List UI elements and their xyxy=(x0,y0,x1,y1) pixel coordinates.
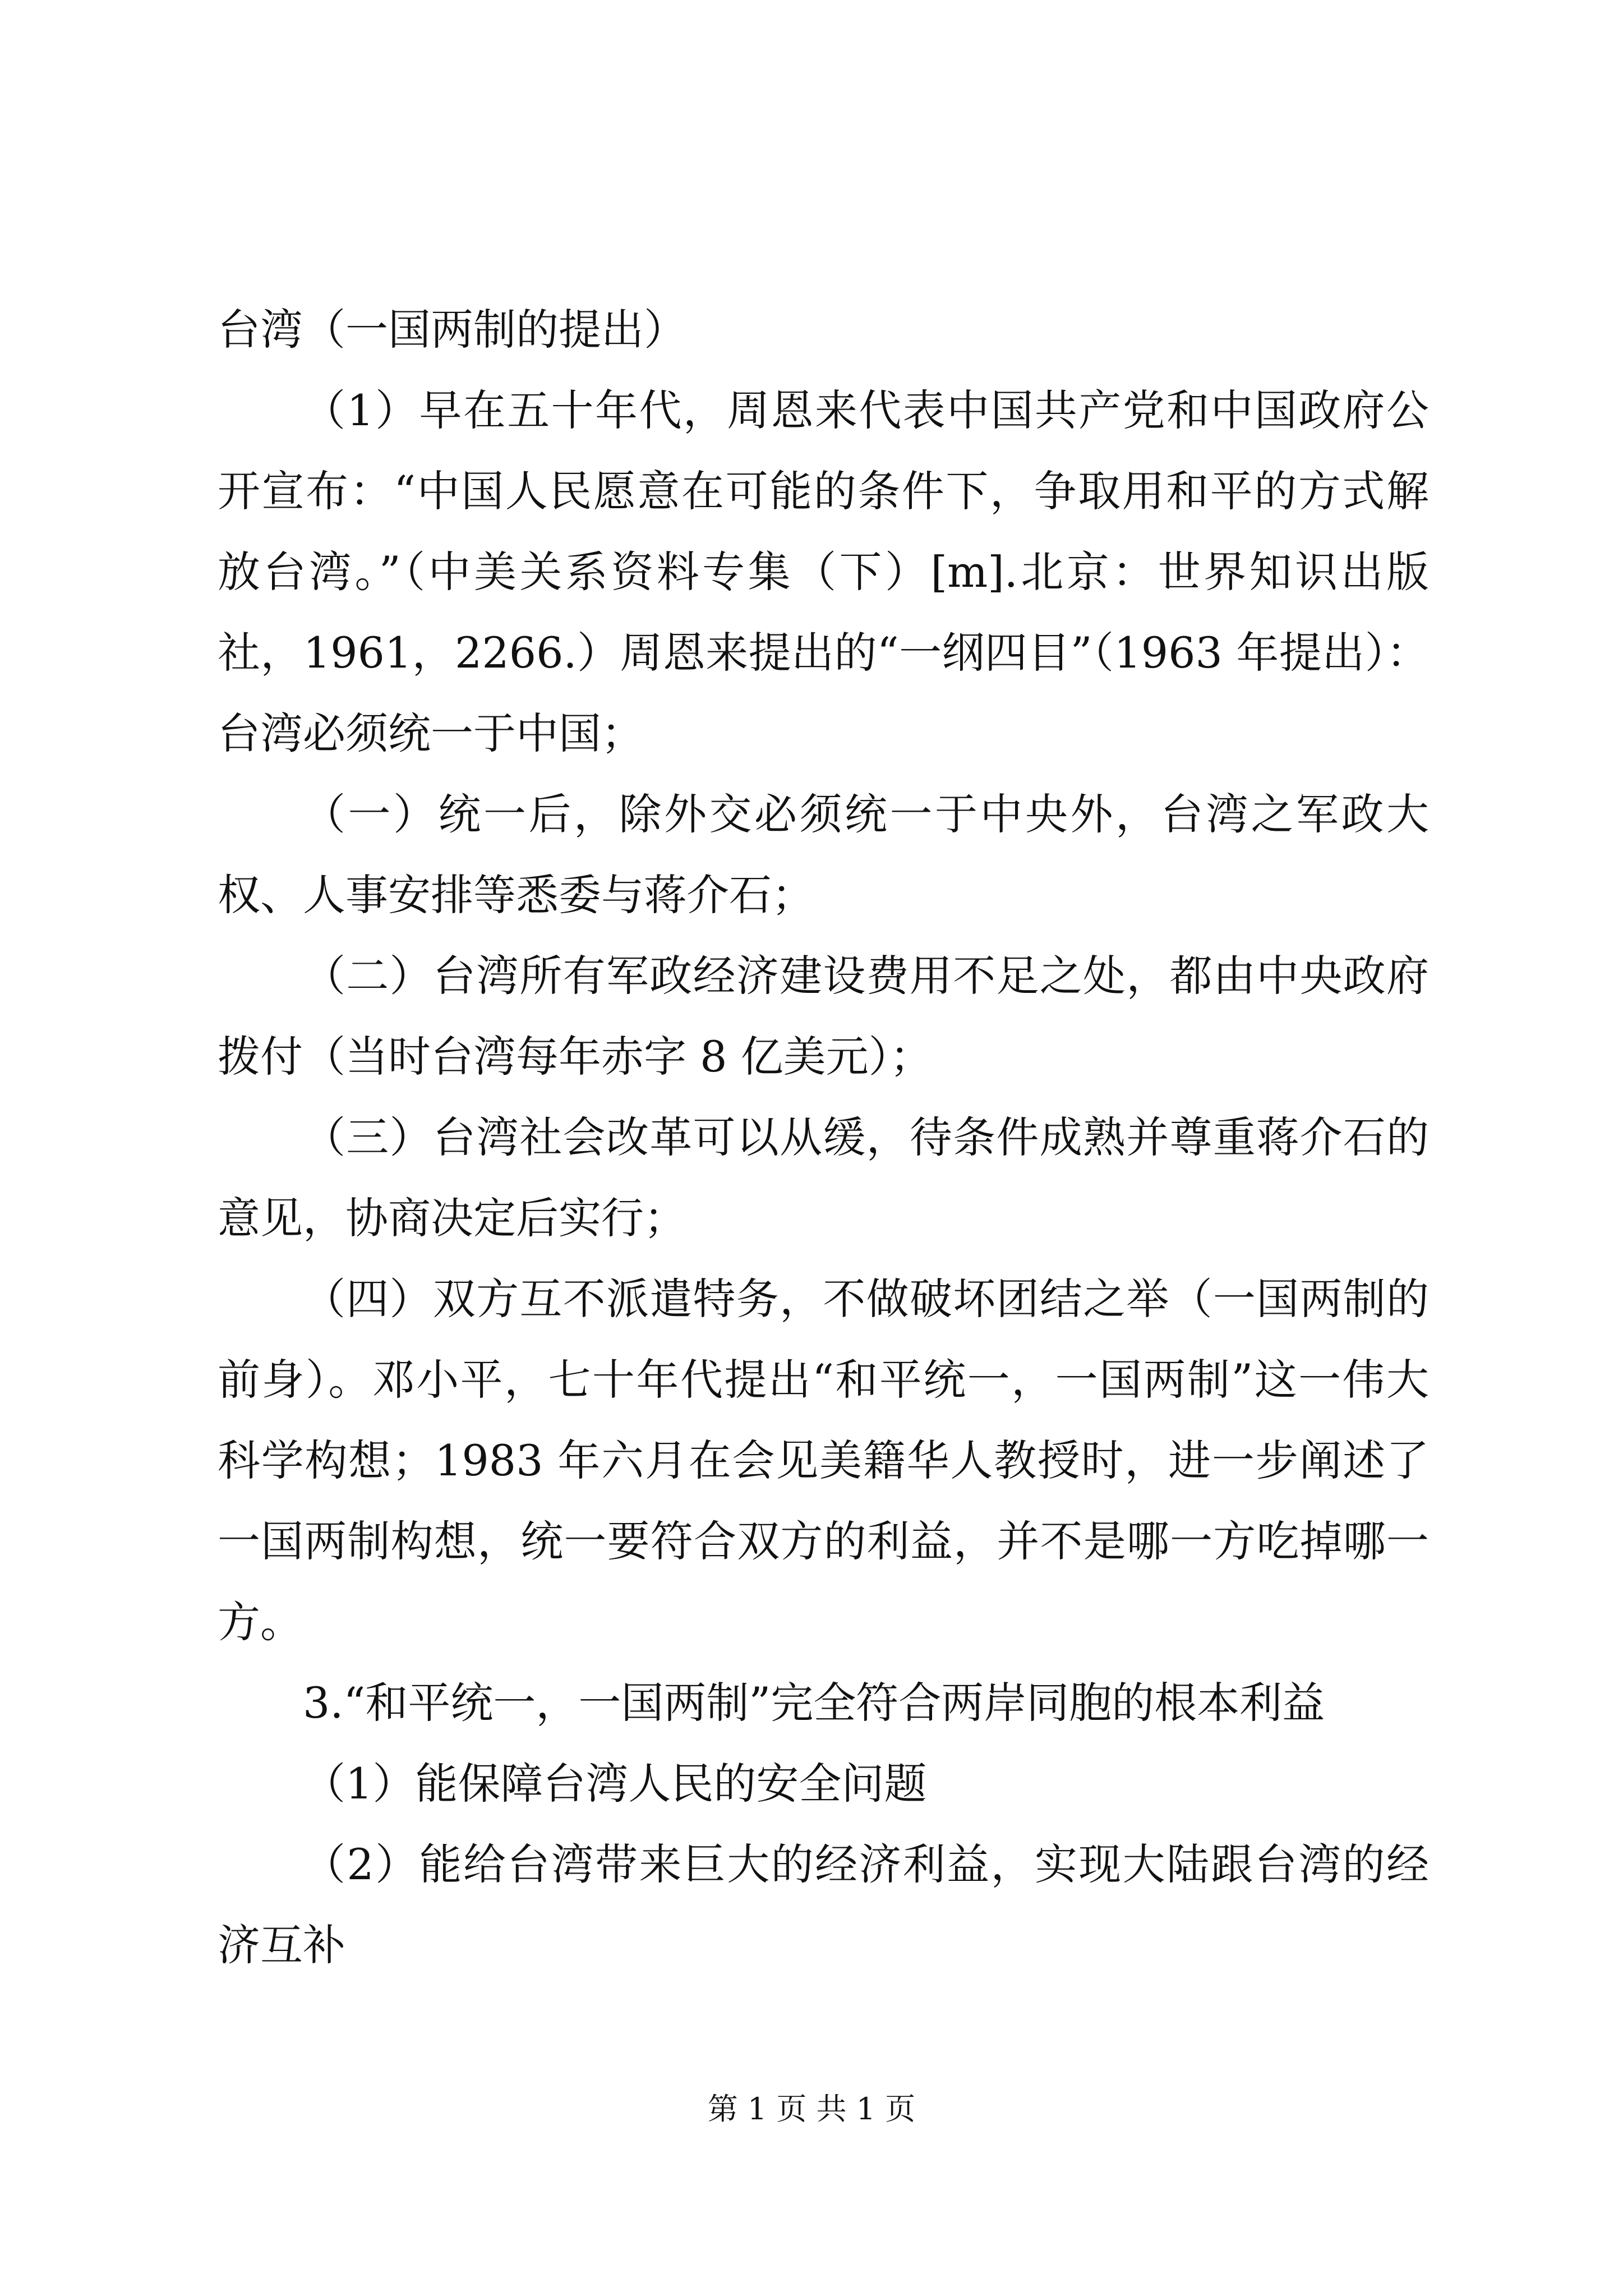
paragraph-heading: 台湾（一国两制的提出） xyxy=(218,305,686,355)
paragraph: （1）能保障台湾人民的安全问题 xyxy=(303,1759,927,1809)
document-body xyxy=(218,289,1429,1986)
paragraph: （四）双方互不派遣特务，不做破坏团结之举（一国两制的前身）。邓小平，七十年代提出“和平统一，一国两制”这一伟大科学构想；1983 年六月在会见美籍华人教授时，进一步阐述了一国两制构想，统一要符合双方的利益，并不是哪一方吃掉哪一方。 xyxy=(218,1274,1429,1647)
paragraph: （1）早在五十年代，周恩来代表中国共产党和中国政府公开宣布：“中国人民愿意在可能的条件下，争取用和平的方式解放台湾。”（中美关系资料专集（下）[m].北京：世界知识出版社，1961，2266.）周恩来提出的“一纲四目”（1963 年提出）：台湾必须统一于中国； xyxy=(218,385,1429,758)
paragraph: （二）台湾所有军政经济建设费用不足之处，都由中央政府拨付（当时台湾每年赤字 8 亿美元）； xyxy=(218,951,1429,1082)
paragraph: 3.“和平统一，一国两制”完全符合两岸同胞的根本利益 xyxy=(303,1678,1325,1728)
paragraph: （三）台湾社会改革可以从缓，待条件成熟并尊重蒋介石的意见，协商决定后实行； xyxy=(218,1112,1429,1243)
paragraph: （一）统一后，除外交必须统一于中央外，台湾之军政大权、人事安排等悉委与蒋介石； xyxy=(218,789,1429,920)
paragraph: （2）能给台湾带来巨大的经济利益，实现大陆跟台湾的经济互补 xyxy=(218,1839,1429,1970)
page-number-footer: 第 1 页 共 1 页 xyxy=(707,2091,916,2127)
